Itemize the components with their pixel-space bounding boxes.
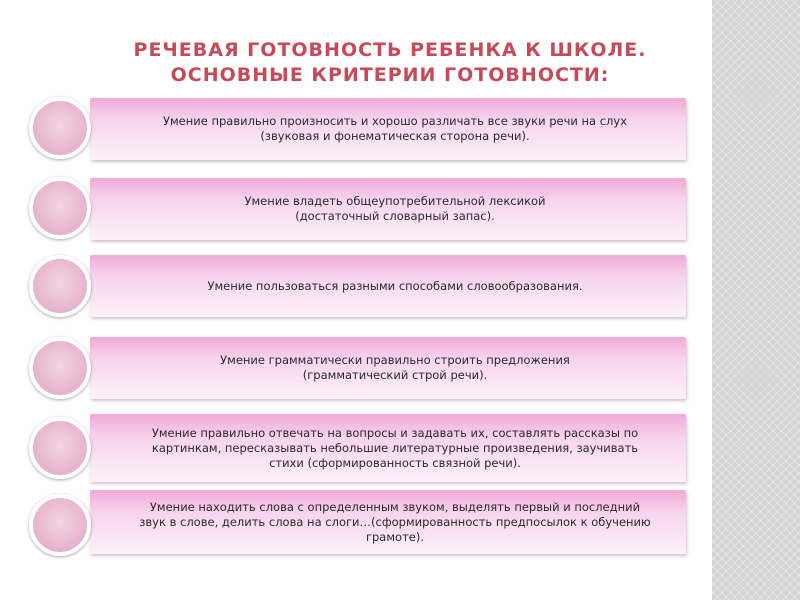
criterion-text: Умение владеть общеупотребительной лексикой (достаточный словарный запас).	[244, 194, 546, 223]
circle-bullet-icon	[29, 177, 91, 239]
slide-title	[110, 38, 670, 88]
criterion-bar	[90, 178, 686, 240]
slide-title-line-2: ОСНОВНЫЕ КРИТЕРИИ ГОТОВНОСТИ:	[170, 64, 610, 86]
criterion-bar	[90, 337, 686, 399]
criterion-text: Умение грамматически правильно строить предложения (грамматический строй речи).	[220, 353, 570, 382]
criterion-bar	[90, 490, 686, 554]
criterion-bar	[90, 255, 686, 317]
circle-bullet-icon	[29, 97, 91, 159]
criterion-text: Умение правильно произносить и хорошо различать все звуки речи на слух (звуковая и фонематическая сторона речи).	[162, 114, 628, 143]
circle-bullet-icon	[29, 337, 91, 399]
criterion-bar	[90, 98, 686, 160]
criterion-text: Умение правильно отвечать на вопросы и задавать их, составлять рассказы по картинкам, пересказывать небольшие литературные произведения, заучивать стихи (сформированность связной речи).	[151, 425, 639, 470]
decorative-side-pattern	[712, 0, 800, 600]
criterion-bar	[90, 414, 686, 482]
circle-bullet-icon	[29, 417, 91, 479]
slide-title-line-1: РЕЧЕВАЯ ГОТОВНОСТЬ РЕБЕНКА К ШКОЛЕ.	[133, 39, 647, 61]
criterion-text: Умение пользоваться разными способами словообразования.	[207, 278, 583, 293]
circle-bullet-icon	[29, 255, 91, 317]
criterion-text: Умение находить слова с определенным звуком, выделять первый и последний звук в слове, делить слова на слоги…(сформированность предпосылок к обучению грамоте).	[139, 499, 651, 544]
circle-bullet-icon	[29, 494, 91, 556]
